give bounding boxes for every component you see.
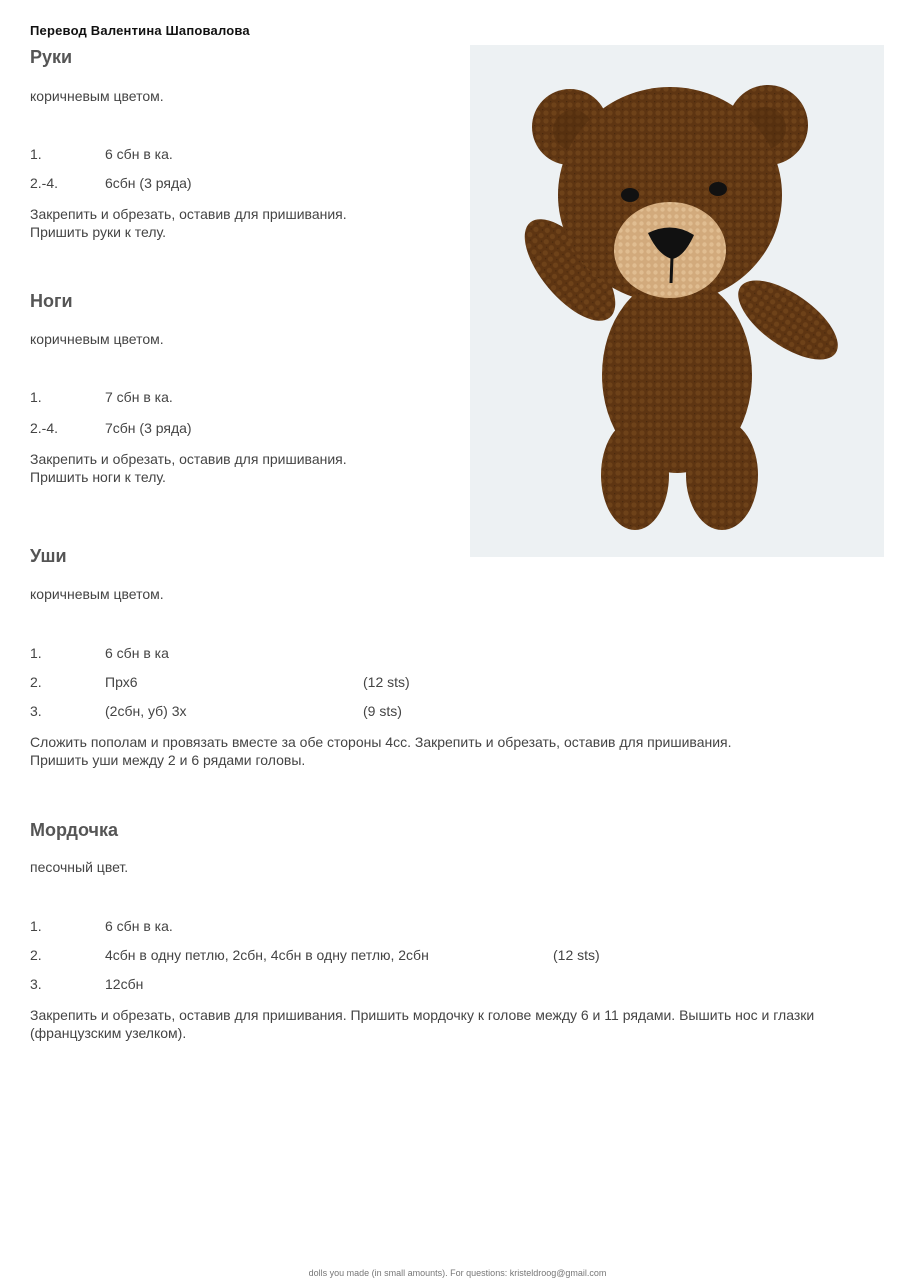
row-number: 1. [30,645,42,661]
row-instruction: 6 сбн в ка. [105,918,173,934]
section-title-arms: Руки [30,47,73,67]
row-instruction: 12сбн [105,976,144,992]
section-note-legs: Закрепить и обрезать, оставив для пришивания. Пришить ноги к телу. [30,451,347,485]
row-instruction: 6 сбн в ка. [105,146,173,162]
bear-body [602,277,752,473]
row-instruction: (2сбн, уб) 3х [105,703,187,719]
row-number: 2. [30,674,42,690]
crochet-bear-illustration [470,45,884,557]
row-number: 3. [30,703,42,719]
row-instruction: 7 сбн в ка. [105,389,173,405]
row-number: 2.-4. [30,175,59,191]
translator-header: Перевод Валентина Шаповалова [30,23,250,38]
section-title-ears: Уши [30,546,67,566]
row-instruction: 6 сбн в ка [105,645,169,661]
row-stitch-count: (12 sts) [553,947,600,963]
section-color-ears: коричневым цветом. [30,586,164,602]
row-instruction: 7сбн (3 ряда) [105,420,192,436]
row-number: 1. [30,389,42,405]
row-instruction: 4сбн в одну петлю, 2сбн, 4сбн в одну петлю, 2сбн [105,947,429,963]
row-number: 2. [30,947,42,963]
row-instruction: 6сбн (3 ряда) [105,175,192,191]
section-note-arms: Закрепить и обрезать, оставив для пришивания. Пришить руки к телу. [30,206,347,240]
section-note-muzzle: Закрепить и обрезать, оставив для пришивания. Пришить мордочку к голове между 6 и 11 рядами. Вышить нос и глазки (французским узелком). [30,1007,815,1041]
section-color-legs: коричневым цветом. [30,331,164,347]
bear-left-eye [621,188,639,202]
section-color-arms: коричневым цветом. [30,88,164,104]
row-stitch-count: (12 sts) [363,674,410,690]
section-color-muzzle: песочный цвет. [30,859,129,875]
page-footer: dolls you made (in small amounts). For questions: kristeldroog@gmail.com [308,1268,607,1278]
row-number: 1. [30,918,42,934]
bear-photo [470,45,884,557]
section-title-muzzle: Мордочка [30,820,118,840]
row-instruction: Прх6 [105,674,138,690]
bear-right-eye [709,182,727,196]
row-number: 2.-4. [30,420,59,436]
section-title-legs: Ноги [30,291,73,311]
row-number: 1. [30,146,42,162]
row-stitch-count: (9 sts) [363,703,402,719]
row-number: 3. [30,976,42,992]
section-note-ears: Сложить пополам и провязать вместе за обе стороны 4сс. Закрепить и обрезать, оставив для пришивания. Пришить уши между 2 и 6 рядами головы. [30,734,732,768]
